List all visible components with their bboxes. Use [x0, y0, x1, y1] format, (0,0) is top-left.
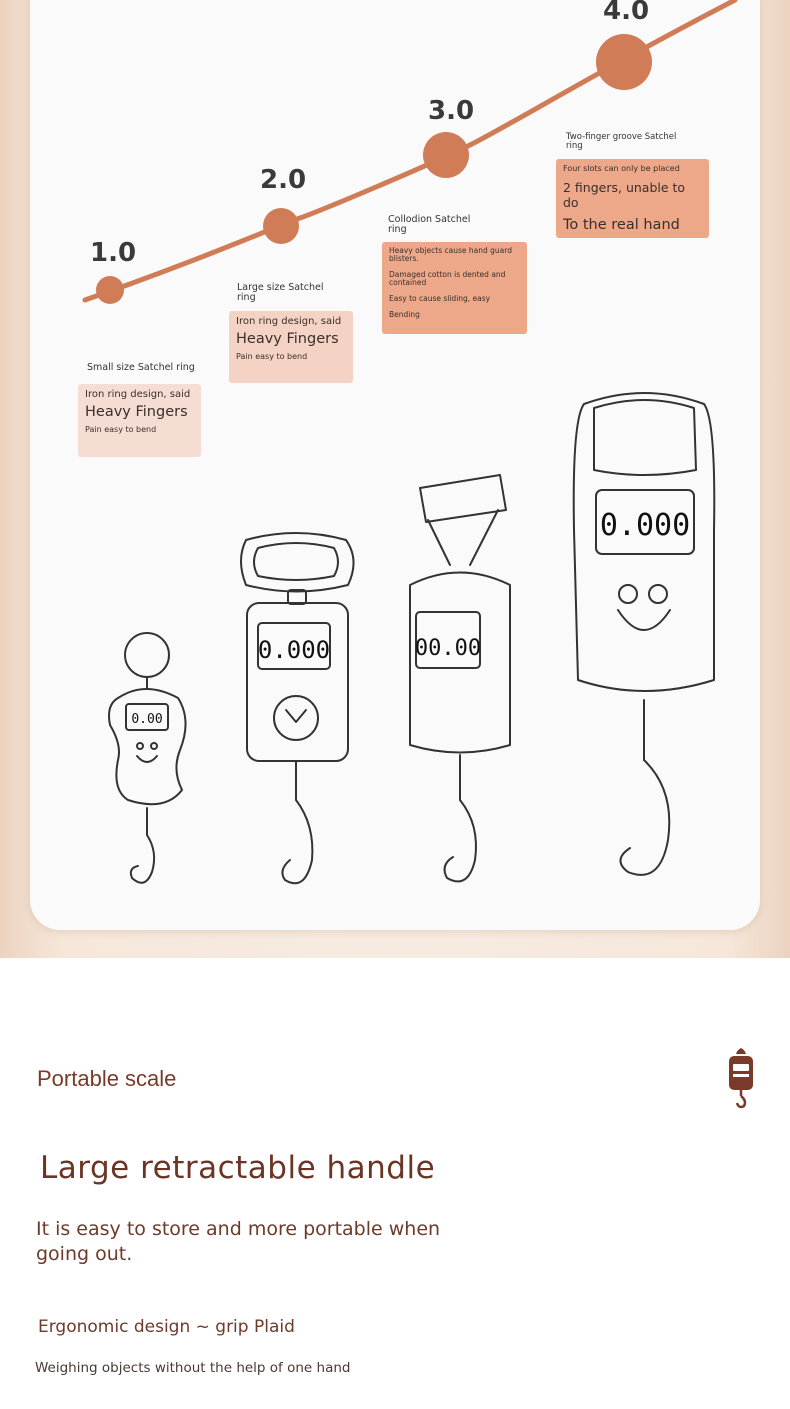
level-label-4: 4.0 — [603, 0, 650, 26]
ring-title-3: Collodion Satchel ring — [388, 214, 471, 235]
ring-2-line3: Pain easy to bend — [236, 352, 308, 361]
level-label-1: 1.0 — [90, 238, 137, 268]
ring-1-line2: Heavy Fingers — [85, 404, 188, 420]
medium-scale-drawing — [241, 533, 354, 883]
main-heading: Large retractable handle — [40, 1150, 436, 1186]
ring-1-line3: Pain easy to bend — [85, 425, 157, 434]
ring-1-line1: Iron ring design, said — [85, 389, 191, 400]
ring-3-line2: Damaged cotton is dented and contained — [389, 270, 506, 287]
ring-2-line2: Heavy Fingers — [236, 331, 339, 347]
portable-scale-label: Portable scale — [37, 1066, 177, 1091]
ring-3-line3: Easy to cause sliding, easy — [389, 294, 491, 303]
collodion-scale-drawing — [410, 475, 510, 881]
ring-3-line1: Heavy objects cause hand guard blisters. — [389, 246, 512, 263]
ring-3-line4: Bending — [389, 310, 420, 319]
large-scale-drawing — [574, 393, 715, 875]
ring-4-line3: To the real hand — [563, 217, 680, 233]
ring-4-line2: 2 fingers, unable to do — [563, 180, 686, 210]
small-scale-drawing — [109, 633, 186, 883]
collodion-scale-display: 00.00 — [414, 636, 482, 661]
subheading: It is easy to store and more portable when going out. — [36, 1218, 441, 1265]
ring-4-line1: Four slots can only be placed — [563, 164, 680, 173]
ring-title-2: Large size Satchel ring — [237, 282, 324, 303]
hanging-scale-icon — [724, 1046, 758, 1110]
large-scale-display: 0.000 — [599, 508, 691, 543]
medium-scale-display: 0.000 — [257, 636, 331, 664]
weighing-label: Weighing objects without the help of one hand — [35, 1360, 351, 1376]
level-label-2: 2.0 — [260, 165, 307, 195]
small-scale-display: 0.00 — [131, 712, 163, 727]
ring-title-1: Small size Satchel ring — [87, 362, 195, 373]
level-label-3: 3.0 — [428, 96, 475, 126]
ring-2-line1: Iron ring design, said — [236, 316, 342, 327]
ring-title-4: Two-finger groove Satchel ring — [566, 132, 677, 151]
ergonomic-label: Ergonomic design ~ grip Plaid — [38, 1317, 295, 1337]
